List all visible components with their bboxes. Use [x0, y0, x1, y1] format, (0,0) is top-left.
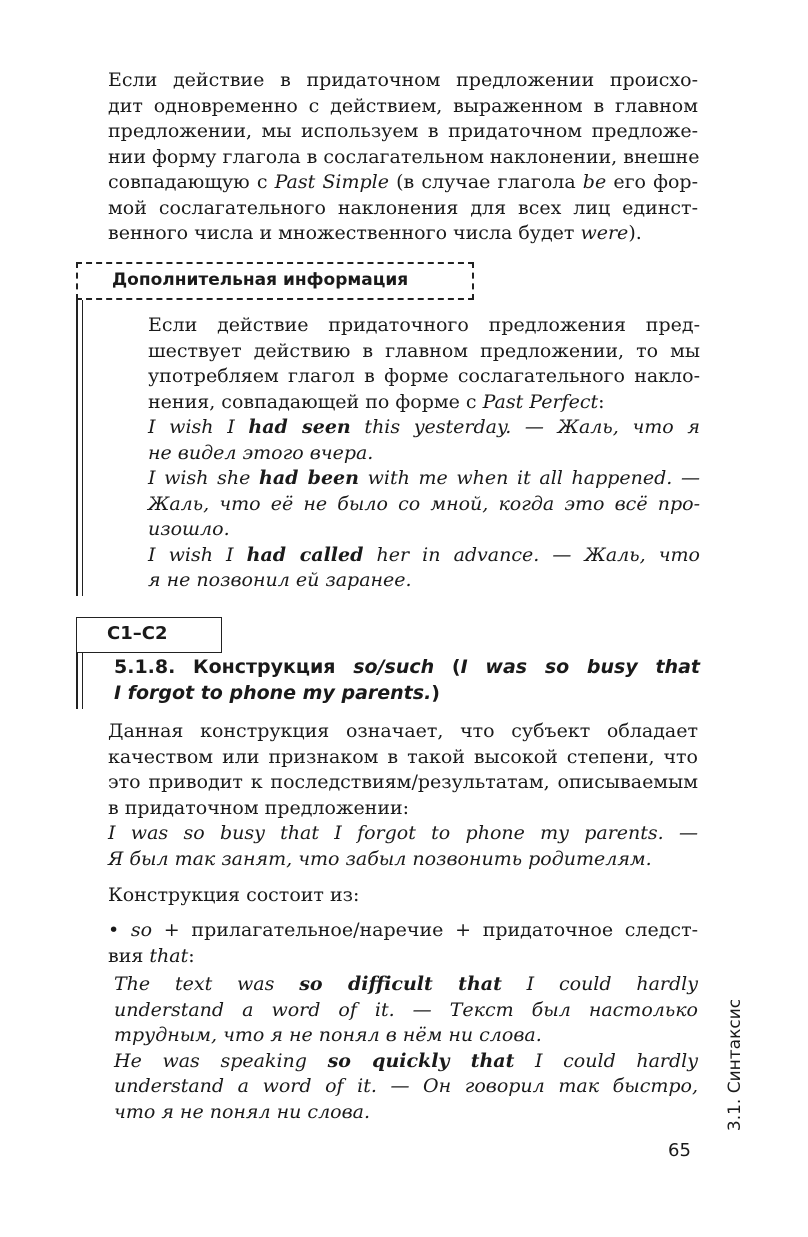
intro-line-5: совпадающую с Past Simple (в случае глагола be его фор- [108, 171, 698, 193]
example-1-line-1: The text was so difficult that I could hardly [114, 973, 698, 995]
body-line-2: качеством или признаком в такой высокой степени, что [108, 745, 698, 768]
bullet-line-2: вия that: [108, 944, 195, 967]
example-1-line-2: understand a word of it. — Текст был настолько [114, 998, 698, 1021]
info-box-header [76, 262, 474, 300]
info-line-1: Если действие придаточного предложения пред- [148, 314, 700, 336]
info-example-2-translation: Жаль, что её не было со мной, когда это всё про- [148, 492, 700, 515]
section-rule-outer [76, 653, 78, 709]
chapter-side-label [723, 980, 747, 1150]
intro-line-6: мой сослагательного наклонения для всех лиц единст- [108, 196, 698, 219]
info-example-1-translation: не видел этого вчера. [148, 441, 374, 464]
info-line-3: употребляем глагол в форме сослагательного накло- [148, 365, 700, 387]
body-line-3: это приводит к последствиям/результатам, описываемым [108, 771, 698, 793]
info-box-body [148, 313, 700, 594]
section-rule-inner [82, 653, 83, 709]
section-heading [114, 654, 700, 706]
consists-text: Конструкция состоит из: [108, 884, 360, 906]
level-badge [76, 617, 222, 653]
bullet-item [108, 918, 698, 969]
intro-paragraph [108, 68, 698, 247]
body-line-4: в придаточном предложении: [108, 796, 410, 819]
info-example-2: I wish she had been with me when it all happened. — [148, 467, 700, 489]
info-example-3: I wish I had called her in advance. — Жаль, что [148, 543, 700, 566]
body-line-1: Данная конструкция означает, что субъект обладает [108, 720, 698, 742]
info-line-2: шествует действию в главном предложении, то мы [148, 339, 700, 362]
example-1-line-3: трудным, что я не понял в нём ни слова. [114, 1024, 542, 1046]
example-2-line-2: understand a word of it. — Он говорил так быстро, [114, 1075, 698, 1097]
page-number: 65 [668, 1140, 691, 1161]
example-2-line-1: He was speaking so quickly that I could hardly [114, 1049, 698, 1072]
info-box-rule-outer [76, 300, 78, 596]
intro-line-4: нии форму глагола в сослагательном наклонении, внешне [108, 145, 700, 168]
chapter-side-text: 3.1. Синтаксис [725, 998, 745, 1132]
consists-heading [108, 883, 698, 909]
bullet-line-1: • so + прилагательное/наречие + придаточное следст- [108, 919, 698, 941]
info-example-1: I wish I had seen this yesterday. — Жаль, что я [148, 416, 700, 438]
body-example: I was so busy that I forgot to phone my parents. — [108, 822, 698, 844]
intro-line-3: предложении, мы используем в придаточном предложе- [108, 120, 698, 142]
example-2-line-3: что я не понял ни слова. [114, 1100, 371, 1123]
info-example-2-translation-end: изошло. [148, 518, 230, 540]
body-paragraph [108, 719, 698, 872]
intro-line-2: дит одновременно с действием, выраженном в главном [108, 94, 698, 117]
info-box-title: Дополнительная информация [112, 270, 409, 290]
info-line-4: нения, совпадающей по форме с Past Perfect: [148, 390, 605, 413]
info-box-rule-inner [82, 300, 83, 596]
section-heading-line-1: 5.1.8. Конструкция so/such (I was so busy that [114, 656, 700, 678]
intro-line-7: венного числа и множественного числа будет were). [108, 222, 642, 244]
info-example-3-translation: я не позвонил ей заранее. [148, 569, 412, 591]
body-example-translation: Я был так занят, что забыл позвонить родителям. [108, 847, 652, 870]
section-heading-line-2: I forgot to phone my parents.) [114, 682, 440, 704]
intro-line-1: Если действие в придаточном предложении происхо- [108, 69, 698, 91]
level-label: С1–С2 [107, 623, 168, 644]
examples-block [114, 972, 698, 1125]
